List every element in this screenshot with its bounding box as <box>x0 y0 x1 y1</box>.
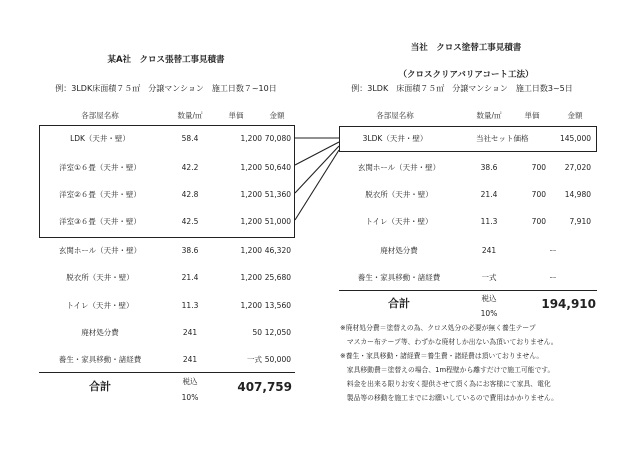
row-amount: 27,020 <box>564 163 591 172</box>
row-amount: 51,000 <box>264 217 291 226</box>
row-name: 玄関ホール（天井・壁） <box>58 246 142 255</box>
row-price: 700 <box>531 163 546 172</box>
row-price: 1,200 <box>240 246 262 255</box>
row-price: 50 <box>252 328 262 337</box>
left-header-qty: 数量/㎡ <box>177 111 203 120</box>
row-amount: 145,000 <box>559 134 591 143</box>
row-amount: 13,560 <box>264 301 291 310</box>
row-name: 養生・家具移動・諸経費 <box>58 355 142 364</box>
row-qty: 241 <box>182 355 198 364</box>
right-tax-rate: 10% <box>480 309 498 318</box>
row-name: LDK（天井・壁） <box>70 134 130 143</box>
row-name: 3LDK（天井・壁） <box>362 134 428 143</box>
row-name: 養生・家具移動・諸経費 <box>357 273 441 282</box>
row-amount: 70,080 <box>264 134 291 143</box>
right-total-value: 194,910 <box>541 297 596 311</box>
row-amount: 12,050 <box>264 328 291 337</box>
row-amount: 50,640 <box>264 163 291 172</box>
left-title: 某A社 クロス張替工事見積書 <box>107 55 225 65</box>
row-qty: 21.4 <box>181 273 199 282</box>
right-total-divider <box>339 290 597 291</box>
right-total-label: 合計 <box>388 297 410 310</box>
left-header-amount: 金額 <box>269 111 285 120</box>
row-name: トイレ（天井・壁） <box>365 217 433 226</box>
row-price: 1,200 <box>240 190 262 199</box>
right-tax-label: 税込 <box>481 294 497 303</box>
row-name: 脱衣所（天井・壁） <box>365 190 433 199</box>
row-price: 1,200 <box>240 273 262 282</box>
note-line: ※養生・家具移動・諸経費＝養生費・諸経費は頂いておりません。 <box>340 352 544 360</box>
row-qty: 42.5 <box>181 217 199 226</box>
right-header-amount: 金額 <box>567 111 583 120</box>
row-amount: 50,000 <box>264 355 291 364</box>
left-total-label: 合計 <box>89 380 111 393</box>
row-amount: 14,980 <box>564 190 591 199</box>
row-qty: 42.2 <box>181 163 199 172</box>
row-qty: 241 <box>481 246 497 255</box>
left-tax-label: 税込 <box>182 377 198 386</box>
row-name: 洋室③６畳（天井・壁） <box>59 217 141 226</box>
note-line: 料金を出来る限りお安く提供させて頂く為にお客様にて家具、電化 <box>340 380 551 388</box>
left-example: 例：3LDK床面積７５㎡ 分譲マンション 施工日数７~10日 <box>55 84 277 93</box>
row-amount: 7,910 <box>569 217 591 226</box>
row-name: 廃材処分費 <box>380 246 418 255</box>
row-qty: 当社セット価格 <box>476 134 529 143</box>
row-qty: 42.8 <box>181 190 199 199</box>
row-name: 洋室①６畳（天井・壁） <box>59 163 141 172</box>
note-line: マスカー布テープ等、わずかな廃材しか出ない為頂いておりません。 <box>340 338 558 346</box>
row-name: トイレ（天井・壁） <box>66 301 134 310</box>
row-name: 廃材処分費 <box>81 328 119 337</box>
row-qty: 11.3 <box>480 217 498 226</box>
row-qty: 21.4 <box>480 190 498 199</box>
row-amount: 46,320 <box>264 246 291 255</box>
left-total-value: 407,759 <box>237 380 292 394</box>
left-tax-rate: 10% <box>181 393 199 402</box>
row-name: 玄関ホール（天井・壁） <box>357 163 441 172</box>
note-line: 製品等の移動を施工までにお願いしているので費用はかかりません。 <box>340 394 558 402</box>
row-amount: ー <box>549 273 557 282</box>
row-amount: 25,680 <box>264 273 291 282</box>
row-qty: 一式 <box>481 273 497 282</box>
note-line: 家具移動費＝塗替えの場合、1m程壁から離すだけで施工可能です。 <box>340 366 555 374</box>
right-example: 例：3LDK 床面積７５㎡ 分譲マンション 施工日数3~5日 <box>351 84 573 93</box>
row-name: 洋室②６畳（天井・壁） <box>59 190 141 199</box>
right-subtitle: （クロスクリアバリアコート工法） <box>398 70 534 80</box>
row-price: 1,200 <box>240 301 262 310</box>
right-header-price: 単価 <box>524 111 540 120</box>
row-amount: ー <box>549 246 557 255</box>
row-qty: 241 <box>182 328 198 337</box>
row-qty: 58.4 <box>181 134 199 143</box>
row-qty: 11.3 <box>181 301 199 310</box>
row-price: 700 <box>531 190 546 199</box>
row-amount: 51,360 <box>264 190 291 199</box>
note-line: ※廃材処分費＝塗替えの為、クロス処分の必要が無く養生テープ <box>340 324 536 332</box>
right-header-name: 各部屋名称 <box>376 111 414 120</box>
row-qty: 38.6 <box>480 163 498 172</box>
right-header-qty: 数量/㎡ <box>476 111 502 120</box>
connector-line <box>295 150 339 220</box>
row-name: 脱衣所（天井・壁） <box>66 273 134 282</box>
row-price: 一式 <box>247 355 262 364</box>
row-price: 700 <box>531 217 546 226</box>
left-header-price: 単価 <box>228 111 244 120</box>
left-header-name: 各部屋名称 <box>81 111 119 120</box>
row-price: 1,200 <box>240 134 262 143</box>
row-price: 1,200 <box>240 217 262 226</box>
row-price: 1,200 <box>240 163 262 172</box>
row-qty: 38.6 <box>181 246 199 255</box>
right-title: 当社 クロス塗替工事見積書 <box>410 43 522 53</box>
